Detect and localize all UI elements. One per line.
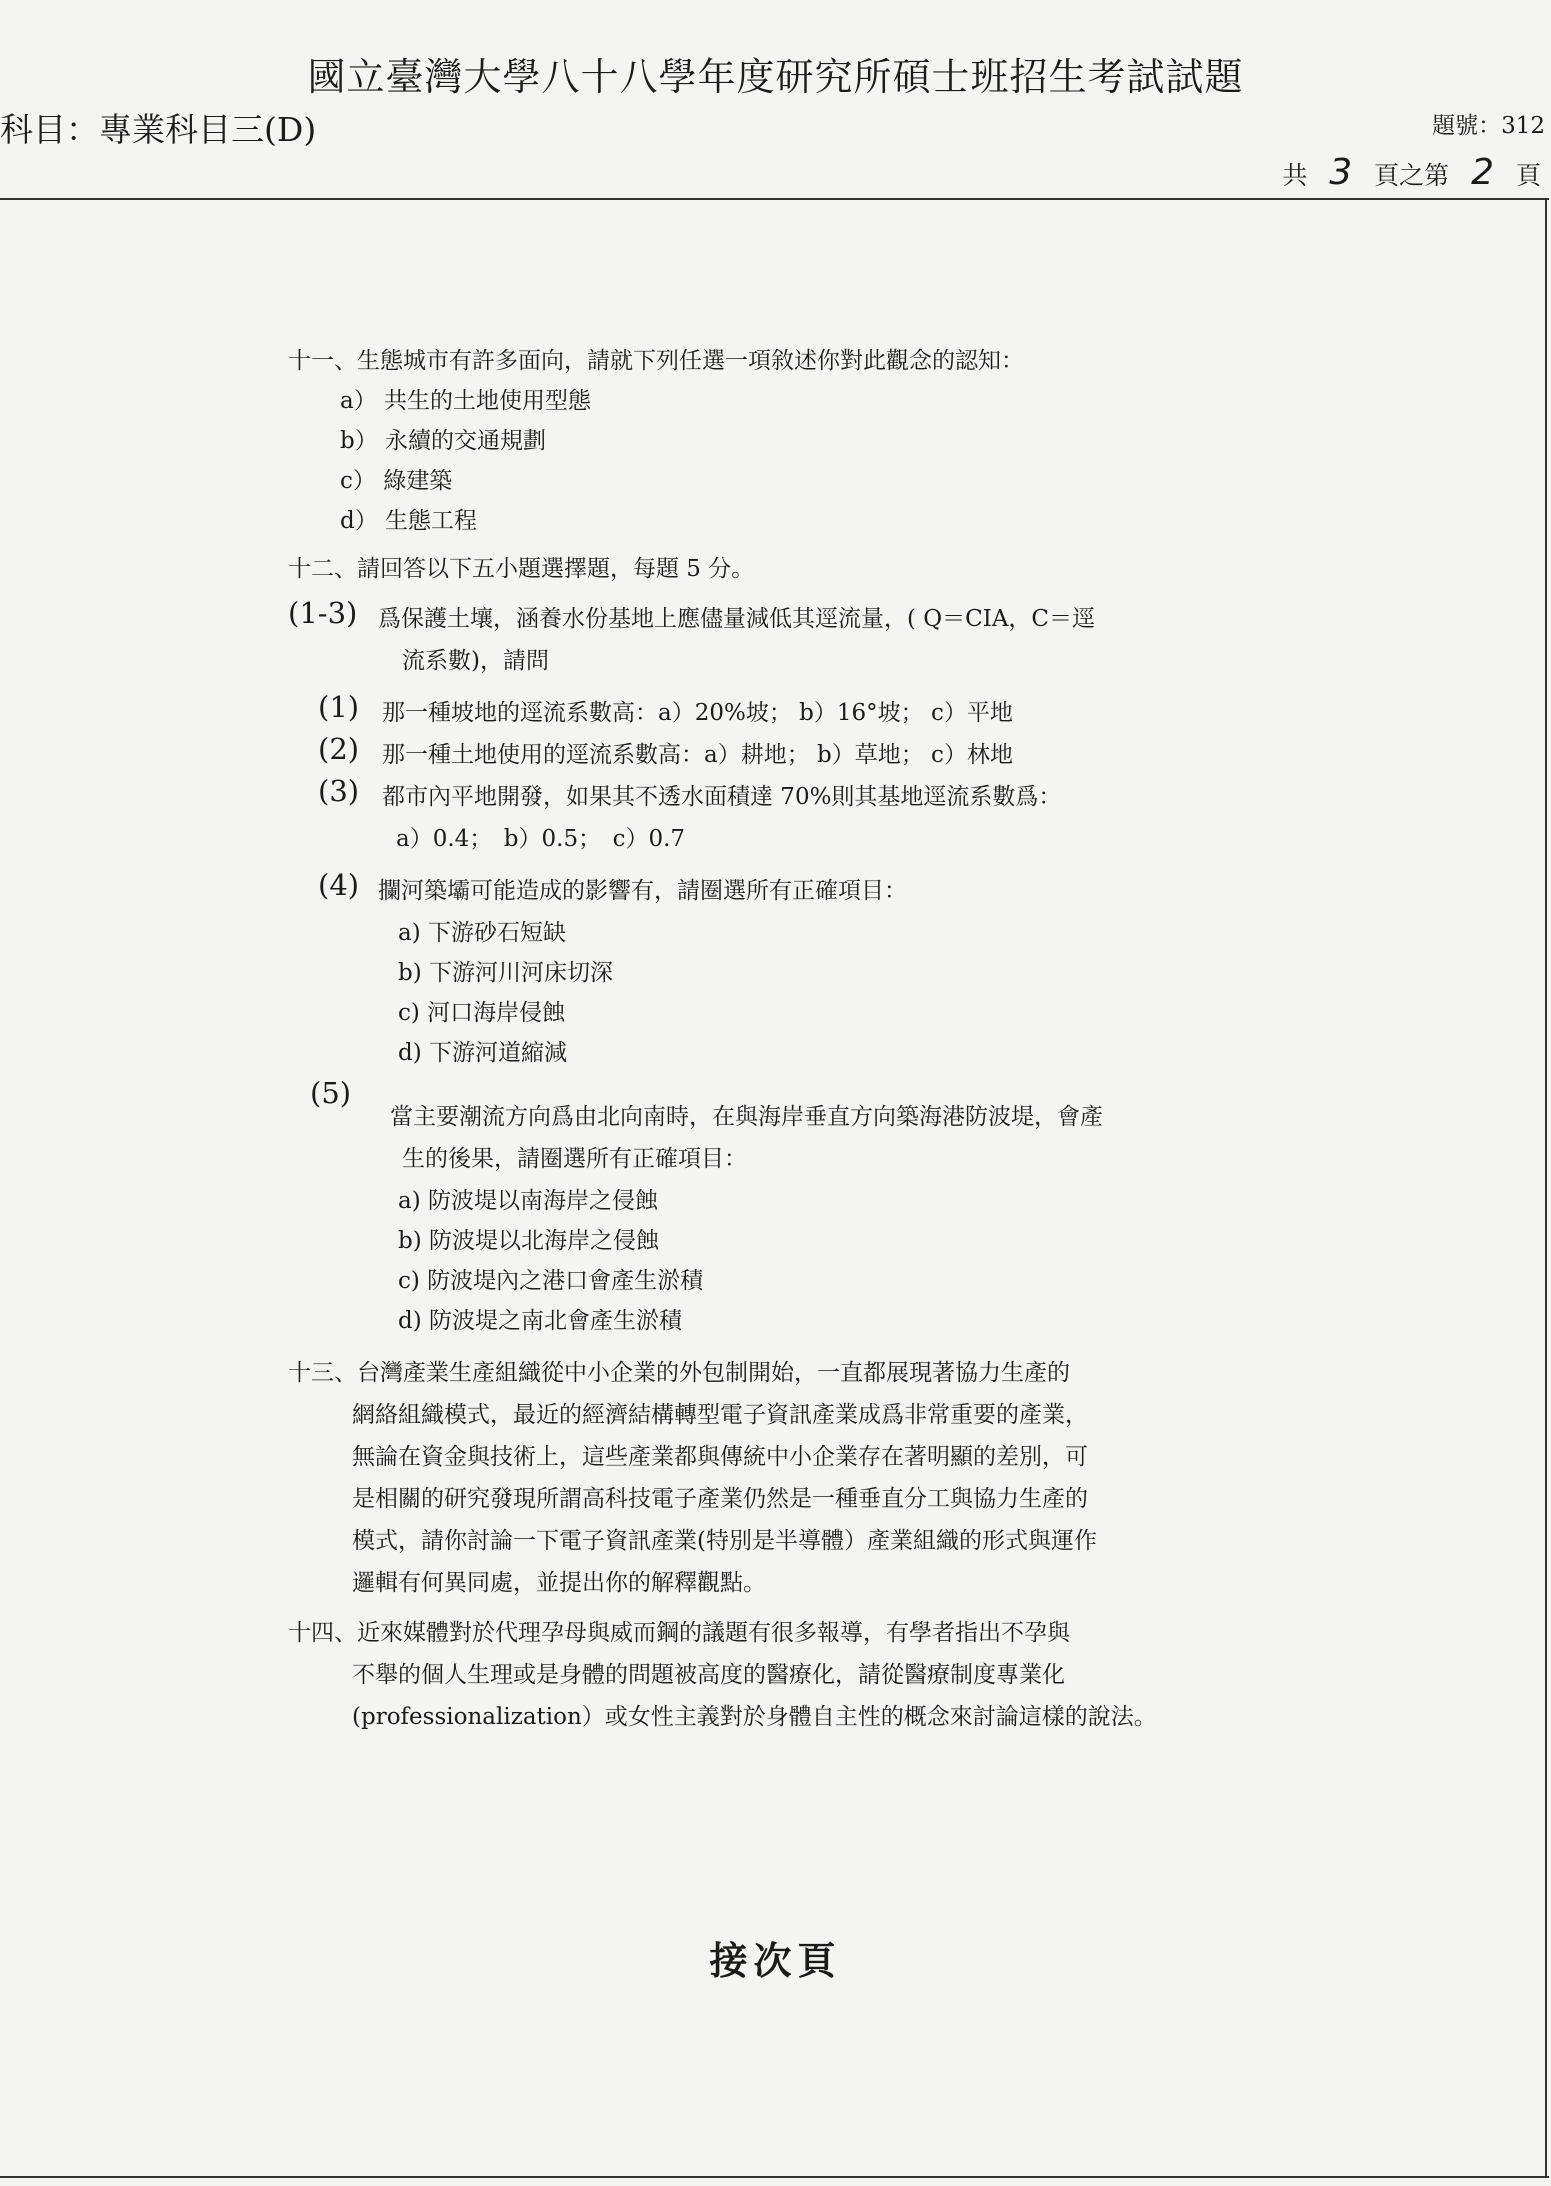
q12-sub4-text: 攔河築壩可能造成的影響有，請圈選所有正確項目：: [378, 878, 907, 904]
q12-sub4-option-b: b) 下游河川河床切深: [398, 960, 614, 986]
q12-sub1-text: 那一種坡地的逕流系數高：a）20%坡； b）16°坡； c）平地: [382, 700, 1013, 726]
continue-next-page: 接次頁: [709, 1938, 842, 1983]
frame-top-border: [0, 198, 1549, 200]
q12-group-text-1: 爲保護土壤，涵養水份基地上應儘量減低其逕流量，( Q＝CIA，C＝逕: [378, 606, 1096, 632]
q12-sub5-option-b: b) 防波堤以北海岸之侵蝕: [398, 1228, 660, 1254]
q13-line-3: 無論在資金與技術上，這些產業都與傳統中小企業存在著明顯的差別，可: [352, 1444, 1088, 1470]
page-mid: 頁之第: [1374, 161, 1450, 190]
page-indicator: [1282, 152, 1541, 193]
q13-line-2: 網絡組織模式，最近的經濟結構轉型電子資訊產業成爲非常重要的產業，: [352, 1402, 1088, 1428]
q11-prompt: 十一、生態城市有許多面向，請就下列任選一項敘述你對此觀念的認知：: [288, 348, 1024, 374]
q12-sub2-text: 那一種土地使用的逕流系數高：a）耕地； b）草地； c）林地: [382, 742, 1013, 768]
q12-sub4-option-a: a) 下游砂石短缺: [398, 920, 566, 946]
q11-option-d: d） 生態工程: [340, 508, 478, 534]
subject-label: 科目：專業科目三(D): [0, 110, 317, 149]
q12-sub4-option-c: c) 河口海岸侵蝕: [398, 1000, 566, 1026]
page-suffix: 頁: [1515, 161, 1541, 190]
q12-group-label: (1-3): [288, 596, 358, 630]
q13-line-6: 邏輯有何異同處，並提出你的解釋觀點。: [352, 1570, 766, 1596]
q12-prompt: 十二、請回答以下五小題選擇題，每題 5 分。: [288, 556, 755, 582]
q12-sub5-option-a: a) 防波堤以南海岸之侵蝕: [398, 1188, 658, 1214]
q11-option-a: a） 共生的土地使用型態: [340, 388, 592, 414]
q12-sub5-text-1: 當主要潮流方向爲由北向南時，在與海岸垂直方向築海港防波堤，會產: [390, 1104, 1103, 1130]
q12-sub5-option-c: c) 防波堤內之港口會產生淤積: [398, 1268, 704, 1294]
q12-group-text-2: 流系數)，請問: [402, 648, 549, 674]
q12-sub2-number: (2): [318, 732, 360, 766]
q12-sub3-text: 都市內平地開發，如果其不透水面積達 70%則其基地逕流系數爲：: [382, 784, 1062, 810]
q13-line-1: 十三、台灣產業生產組織從中小企業的外包制開始，一直都展現著協力生產的: [288, 1360, 1070, 1386]
q12-sub3-number: (3): [318, 774, 360, 808]
q12-sub5-option-d: d) 防波堤之南北會產生淤積: [398, 1308, 683, 1334]
q12-sub1-number: (1): [318, 690, 360, 724]
frame-bottom-border: [0, 2176, 1549, 2178]
exam-title: 國立臺灣大學八十八學年度研究所碩士班招生考試試題: [307, 55, 1244, 99]
q14-line-3: (professionalization）或女性主義對於身體自主性的概念來討論這樣的說法。: [352, 1704, 1157, 1730]
q12-sub4-number: (4): [318, 868, 360, 902]
frame-right-border: [1545, 198, 1547, 2178]
q12-sub5-text-2: 生的後果，請圈選所有正確項目：: [402, 1146, 747, 1172]
page-current: 2: [1471, 152, 1495, 193]
q12-sub5-number: (5): [310, 1076, 352, 1110]
page-total-prefix: 共: [1282, 161, 1308, 190]
question-number: 題號：312: [1432, 113, 1545, 139]
q12-sub3-options: a）0.4； b）0.5； c）0.7: [396, 826, 686, 852]
q12-sub4-option-d: d) 下游河道縮減: [398, 1040, 568, 1066]
q11-option-c: c） 綠建築: [340, 468, 453, 494]
page-total: 3: [1329, 152, 1353, 193]
q13-line-5: 模式，請你討論一下電子資訊產業(特別是半導體）產業組織的形式與運作: [352, 1528, 1097, 1554]
q13-line-4: 是相關的研究發現所謂高科技電子產業仍然是一種垂直分工與協力生產的: [352, 1486, 1088, 1512]
q11-option-b: b） 永續的交通規劃: [340, 428, 547, 454]
q14-line-2: 不舉的個人生理或是身體的問題被高度的醫療化，請從醫療制度專業化: [352, 1662, 1065, 1688]
q14-line-1: 十四、近來媒體對於代理孕母與威而鋼的議題有很多報導，有學者指出不孕與: [288, 1620, 1070, 1646]
